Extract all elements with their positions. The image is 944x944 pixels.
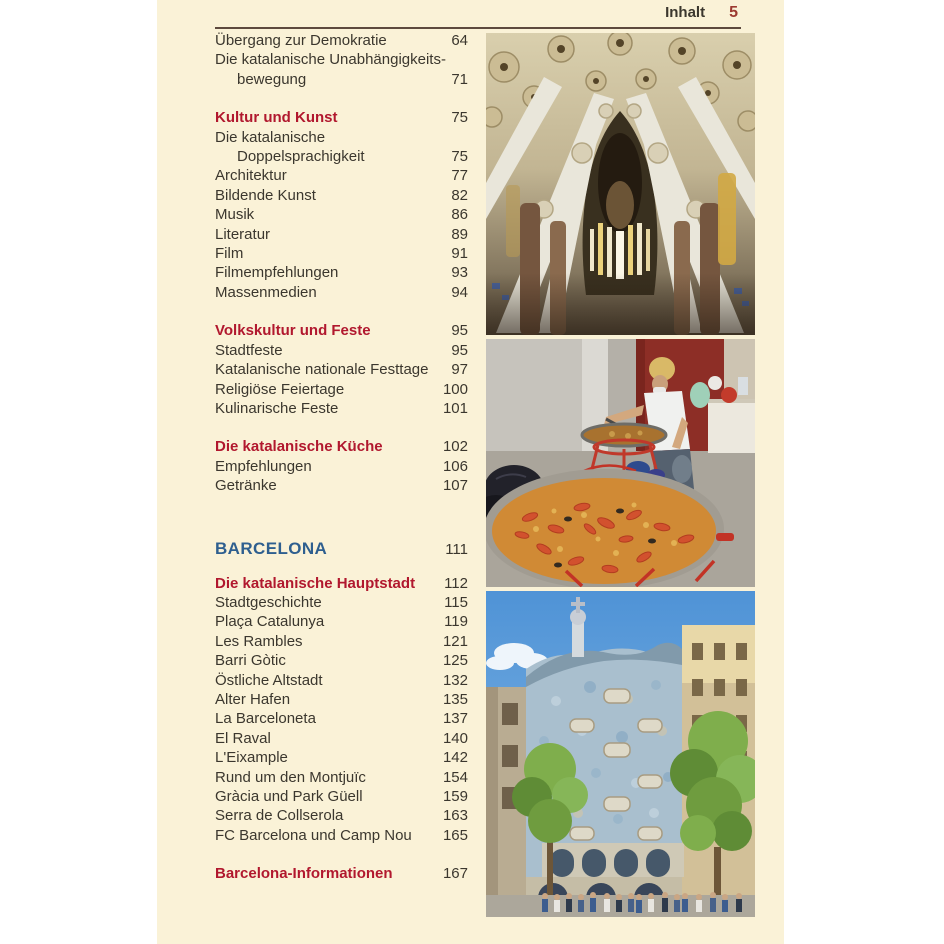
entry-label: Plaça Catalunya: [215, 613, 325, 631]
toc-entry: [215, 787, 468, 806]
table-of-contents: [215, 31, 468, 884]
toc-group: [215, 864, 468, 883]
entry-page-number: 119: [444, 613, 468, 631]
entry-label: Barcelona-Informationen: [215, 865, 393, 883]
entry-label: Getränke: [215, 477, 277, 495]
entry-label: Massenmedien: [215, 283, 317, 301]
entry-page-number: 135: [442, 690, 468, 708]
entry-page-number: 91: [451, 245, 468, 263]
toc-entry: [215, 244, 468, 263]
entry-page-number: 107: [442, 477, 468, 495]
toc-entry: [215, 593, 468, 612]
entry-label: Alter Hafen: [215, 690, 291, 708]
toc-entry: [215, 225, 468, 244]
entry-page-number: 75: [451, 148, 468, 166]
toc-entry: [215, 709, 468, 728]
entry-page-number: 132: [442, 671, 468, 689]
running-head-title: Inhalt: [665, 4, 706, 21]
toc-section-heading: [215, 108, 468, 127]
toc-group: [215, 108, 468, 302]
entry-page-number: 121: [442, 632, 468, 650]
entry-page-number: 93: [451, 264, 468, 282]
entry-label: Barri Gòtic: [215, 652, 286, 670]
toc-entry: [215, 768, 468, 787]
toc-entry: [215, 612, 468, 631]
toc-entry: [215, 476, 468, 495]
entry-label: Stadtfeste: [215, 341, 283, 359]
entry-label: Doppelsprachigkeit: [237, 148, 365, 166]
entry-label: Die katalanische Unabhängigkeits-: [215, 51, 446, 69]
entry-label: Kultur und Kunst: [215, 109, 338, 127]
toc-group: [215, 321, 468, 418]
entry-label: Die katalanische Hauptstadt: [215, 574, 416, 592]
entry-page-number: 95: [451, 322, 468, 340]
entry-page-number: 102: [442, 438, 468, 456]
toc-entry: [215, 128, 468, 147]
paella-cooking-photo: [486, 339, 755, 587]
entry-page-number: 82: [451, 186, 468, 204]
casa-batllo-facade-image: [486, 591, 755, 917]
toc-entry: [215, 748, 468, 767]
entry-page-number: 86: [451, 206, 468, 224]
entry-page-number: 167: [442, 865, 468, 883]
casa-batllo-facade-photo: [486, 591, 755, 917]
entry-page-number: 64: [451, 32, 468, 49]
entry-page-number: 115: [444, 593, 468, 611]
entry-label: L'Eixample: [215, 749, 288, 767]
entry-label: Musik: [215, 206, 255, 224]
toc-section-heading: [215, 864, 468, 883]
entry-label: Stadtgeschichte: [215, 593, 322, 611]
entry-label: Katalanische nationale Festtage: [215, 361, 429, 379]
toc-entry: [215, 31, 468, 50]
toc-entry: [215, 166, 468, 185]
entry-page-number: 140: [442, 729, 468, 747]
toc-section-heading: [215, 574, 468, 593]
entry-page-number: 106: [442, 457, 468, 475]
sagrada-familia-interior-image: [486, 33, 755, 335]
entry-page-number: 75: [451, 109, 468, 127]
book-page: [157, 0, 784, 944]
entry-label: Volkskultur und Feste: [215, 322, 371, 340]
toc-entry: [215, 205, 468, 224]
entry-page-number: 97: [451, 361, 468, 379]
entry-label: bewegung: [237, 70, 307, 88]
entry-label: Empfehlungen: [215, 457, 312, 475]
toc-entry: [215, 826, 468, 845]
entry-page-number: 142: [442, 749, 468, 767]
entry-label: Gràcia und Park Güell: [215, 788, 363, 805]
entry-label: La Barceloneta: [215, 710, 316, 728]
entry-label: Östliche Altstadt: [215, 671, 323, 689]
entry-page-number: 125: [442, 652, 468, 670]
toc-entry: [215, 341, 468, 360]
entry-page-number: 101: [442, 399, 468, 417]
toc-entry: [215, 263, 468, 282]
toc-entry: [215, 632, 468, 651]
entry-page-number: 111: [445, 540, 468, 558]
toc-entry: [215, 671, 468, 690]
entry-page-number: 165: [442, 826, 468, 844]
entry-page-number: 163: [442, 807, 468, 825]
toc-group: [215, 31, 468, 89]
entry-label: Les Rambles: [215, 632, 303, 650]
toc-entry: [215, 186, 468, 205]
toc-section-heading: [215, 437, 468, 456]
toc-group: [215, 437, 468, 495]
entry-label: Serra de Collserola: [215, 807, 344, 825]
entry-label: Architektur: [215, 167, 287, 185]
toc-section-heading: [215, 321, 468, 340]
entry-label: Rund um den Montjuïc: [215, 768, 366, 786]
toc-entry: [215, 806, 468, 825]
toc-group: [215, 574, 468, 846]
entry-label: El Raval: [215, 729, 271, 747]
toc-entry: [215, 380, 468, 399]
entry-page-number: 89: [451, 225, 468, 243]
entry-label: Filmempfehlungen: [215, 264, 339, 282]
entry-page-number: 112: [444, 574, 468, 592]
toc-part-title: [215, 537, 468, 562]
entry-page-number: 154: [442, 768, 468, 786]
running-head-page-number: 5: [729, 4, 738, 21]
toc-entry: [215, 729, 468, 748]
entry-page-number: 95: [451, 341, 468, 359]
toc-entry: [215, 50, 468, 69]
entry-label: Religiöse Feiertage: [215, 380, 345, 398]
photo-column: [486, 0, 755, 944]
entry-label: Die katalanische: [215, 128, 326, 146]
sagrada-familia-interior-photo: [486, 33, 755, 335]
entry-label: BARCELONA: [215, 538, 328, 558]
entry-label: FC Barcelona und Camp Nou: [215, 826, 412, 844]
toc-entry: [215, 283, 468, 302]
entry-page-number: 77: [451, 167, 468, 185]
entry-label: Film: [215, 245, 244, 263]
toc-part-group: [215, 537, 468, 562]
toc-entry: [215, 399, 468, 418]
toc-entry: [215, 457, 468, 476]
entry-label: Bildende Kunst: [215, 186, 316, 204]
entry-label: Übergang zur Demokratie: [215, 32, 387, 49]
entry-page-number: 94: [451, 283, 468, 301]
paella-cooking-image: [486, 339, 755, 587]
entry-page-number: 159: [442, 788, 468, 805]
toc-entry: [215, 651, 468, 670]
toc-entry: [215, 690, 468, 709]
toc-entry-continued: [215, 147, 468, 166]
entry-label: Kulinarische Feste: [215, 399, 339, 417]
toc-entry-continued: [215, 70, 468, 89]
entry-page-number: 100: [442, 380, 468, 398]
entry-page-number: 71: [451, 70, 468, 88]
entry-page-number: 137: [442, 710, 468, 728]
toc-entry: [215, 360, 468, 379]
entry-label: Die katalanische Küche: [215, 438, 383, 456]
entry-label: Literatur: [215, 225, 271, 243]
